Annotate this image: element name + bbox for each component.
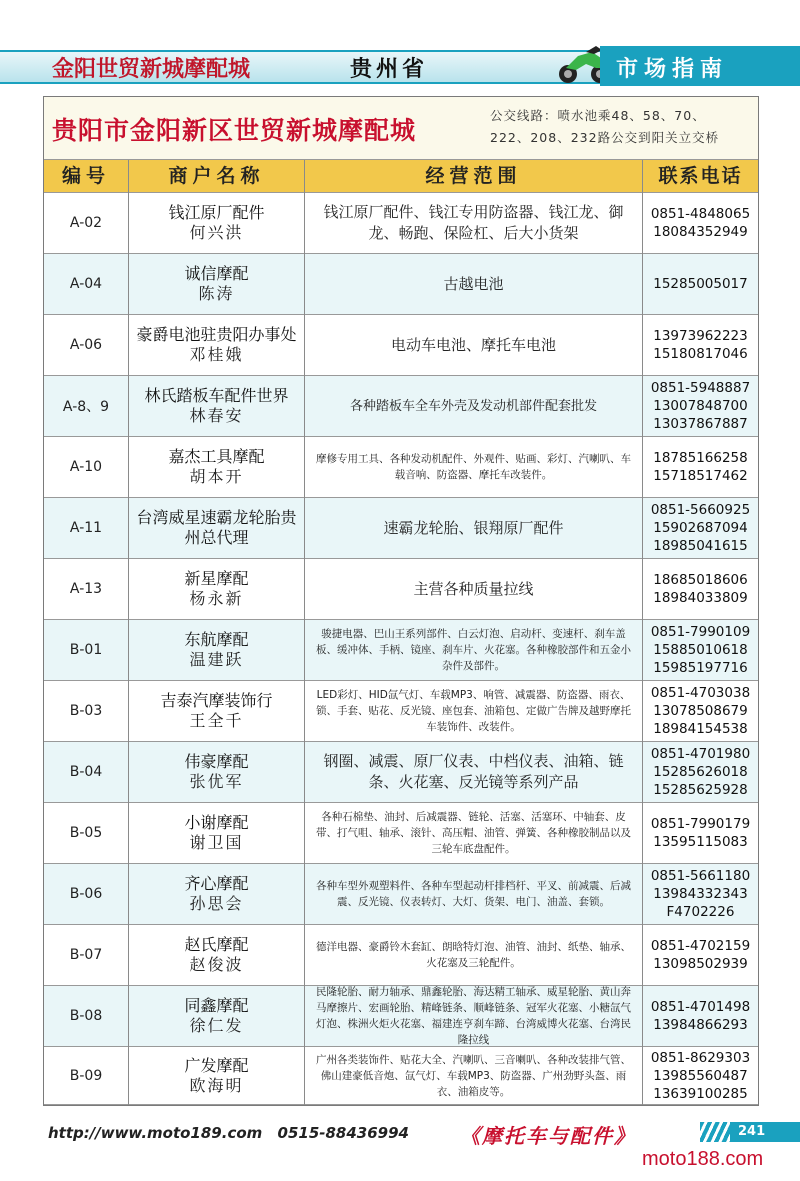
page-header <box>0 42 800 92</box>
booth-number: B-03 <box>69 703 103 719</box>
phone-number: 18984154538 <box>653 721 748 737</box>
contact-person: 杨永新 <box>189 589 244 608</box>
business-scope: 速霸龙轮胎、银翔原厂配件 <box>383 518 564 537</box>
booth-number: A-06 <box>69 337 103 353</box>
header-section-tab <box>600 46 800 86</box>
table-row <box>44 620 758 681</box>
merchant-name: 广发摩配 <box>184 1055 249 1075</box>
phone-cell <box>643 742 758 802</box>
column-header-scope: 经营范围 <box>425 165 522 187</box>
phone-cell <box>643 986 758 1046</box>
phone-number: 0851-4701498 <box>650 999 751 1015</box>
phone-cell <box>643 559 758 619</box>
bus-line-2: 222、208、232路公交到阳关立交桥 <box>490 130 720 145</box>
phone-number: 0851-5948887 <box>650 380 751 396</box>
contact-person: 胡本开 <box>189 467 244 486</box>
column-divider <box>304 160 305 1105</box>
merchant-name: 新星摩配 <box>184 569 249 588</box>
phone-number: 15285626018 <box>653 764 748 780</box>
phone-number: 13984332343 <box>653 886 748 902</box>
merchant-cell <box>129 193 304 253</box>
contact-person: 何兴洪 <box>189 223 244 242</box>
table-row <box>44 925 758 986</box>
business-scope: 古越电池 <box>443 274 504 293</box>
table-row <box>44 864 758 925</box>
booth-number: B-08 <box>69 1008 103 1024</box>
header-province: 贵州省 <box>350 57 429 82</box>
contact-person: 陈涛 <box>198 284 235 303</box>
business-scope: 各种车型外观塑料件、各种车型起动杆排档杆、平叉、前减震、后减震、反光镜、仪表转灯、大灯、货架、电门、油盖、套锁。 <box>316 880 631 908</box>
phone-number: 0851-7990109 <box>650 624 751 640</box>
phone-cell <box>643 803 758 863</box>
contact-person: 谢卫国 <box>189 833 244 852</box>
business-scope: 主营各种质量拉线 <box>413 579 534 598</box>
merchant-name: 豪爵电池驻贵阳办事处 <box>136 325 297 344</box>
merchant-cell <box>129 864 304 924</box>
phone-cell <box>643 376 758 436</box>
booth-number: A-10 <box>69 459 103 475</box>
table-row <box>44 376 758 437</box>
table-row <box>44 254 758 315</box>
business-scope: 钢圈、减震、原厂仪表、中档仪表、油箱、链条、火花塞、反光镜等系列产品 <box>323 752 624 791</box>
header-section-label: 市场指南 <box>616 57 729 82</box>
page-number: 241 <box>730 1122 800 1142</box>
contact-person: 温建跃 <box>189 650 244 669</box>
phone-number: 13973962223 <box>653 328 748 344</box>
table-row <box>44 315 758 376</box>
merchant-cell <box>129 681 304 741</box>
table-row <box>44 1047 758 1105</box>
business-scope: 民隆轮胎、耐力轴承、鼎鑫轮胎、海达精工轴承、威星轮胎、黄山奔马摩擦片、宏画轮胎、精峰链条、顺峰链条、冠军火花塞、小糖氙气灯泡、株洲火炬火花塞、福建连亨刹车蹄、台湾威博火花塞、台湾民隆拉线 <box>316 986 631 1046</box>
column-header-name: 商户名称 <box>168 165 265 187</box>
merchant-name: 吉泰汽摩装饰行 <box>160 691 273 710</box>
phone-cell <box>643 437 758 497</box>
phone-number: 0851-8629303 <box>650 1049 751 1066</box>
merchant-cell <box>129 803 304 863</box>
contact-person: 孙思会 <box>189 894 244 913</box>
business-scope: 钱江原厂配件、钱江专用防盗器、钱江龙、御龙、畅跑、保险杠、后大小货架 <box>323 203 624 242</box>
bus-line-1: 公交线路：喷水池乘48、58、70、 <box>490 108 706 123</box>
merchant-name: 伟豪摩配 <box>184 752 249 771</box>
phone-number: 13595115083 <box>653 834 748 850</box>
phone-number: 18984033809 <box>653 590 748 606</box>
table-row <box>44 681 758 742</box>
phone-number: 13098502939 <box>653 956 748 972</box>
table-row <box>44 193 758 254</box>
merchant-name: 齐心摩配 <box>184 874 249 893</box>
business-scope: 各种石棉垫、油封、后减震器、链轮、活塞、活塞环、中轴套、皮带、打气咀、轴承、滚针、高压帽、油管、弹簧、各种橡胶制品以及三轮车底盘配件。 <box>316 811 631 855</box>
phone-number: 0851-4702159 <box>650 938 751 954</box>
header-market-name: 金阳世贸新城摩配城 <box>52 57 251 82</box>
phone-number: 0851-4701980 <box>650 746 751 762</box>
contact-person: 王全千 <box>189 711 244 730</box>
phone-cell <box>643 925 758 985</box>
merchant-name: 嘉杰工具摩配 <box>168 447 265 466</box>
merchant-name: 赵氏摩配 <box>184 935 249 954</box>
table-header <box>44 160 758 193</box>
contact-person: 邓桂娥 <box>189 345 244 364</box>
contact-person: 欧海明 <box>189 1075 244 1095</box>
phone-cell <box>643 681 758 741</box>
phone-number: 15285005017 <box>653 276 748 292</box>
merchant-cell <box>129 1047 304 1104</box>
merchant-name: 同鑫摩配 <box>184 996 249 1015</box>
market-table <box>43 96 759 1106</box>
phone-number: 15285625928 <box>653 782 748 798</box>
booth-number: A-11 <box>69 520 103 536</box>
table-row <box>44 559 758 620</box>
column-divider <box>128 160 129 1105</box>
merchant-cell <box>129 620 304 680</box>
phone-number: 13007848700 <box>653 398 748 414</box>
phone-cell <box>643 315 758 375</box>
phone-number: 18084352949 <box>653 224 748 240</box>
business-scope: 德洋电器、豪爵铃木套缸、朗晗特灯泡、油管、油封、纸垫、轴承、火花塞及三轮配件。 <box>316 941 631 969</box>
booth-number: A-13 <box>69 581 103 597</box>
column-header-tel: 联系电话 <box>658 165 743 187</box>
table-row <box>44 742 758 803</box>
footer-magazine: 《摩托车与配件》 <box>460 1124 636 1148</box>
booth-number: A-04 <box>69 276 103 292</box>
merchant-cell <box>129 559 304 619</box>
merchant-cell <box>129 254 304 314</box>
merchant-name: 小谢摩配 <box>184 813 249 832</box>
market-title: 贵阳市金阳新区世贸新城摩配城 <box>52 116 417 145</box>
booth-number: B-05 <box>69 825 103 841</box>
phone-number: F4702226 <box>666 904 735 920</box>
merchant-cell <box>129 376 304 436</box>
footer-phone: 0515-88436994 <box>277 1124 409 1142</box>
phone-number: 13037867887 <box>653 416 748 432</box>
merchant-cell <box>129 986 304 1046</box>
merchant-cell <box>129 925 304 985</box>
phone-cell <box>643 498 758 558</box>
merchant-cell <box>129 315 304 375</box>
merchant-name: 林氏踏板车配件世界 <box>144 386 289 405</box>
phone-cell <box>643 254 758 314</box>
phone-cell <box>643 620 758 680</box>
phone-number: 13985560487 <box>653 1067 748 1084</box>
phone-number: 15902687094 <box>653 520 748 536</box>
phone-number: 13984866293 <box>653 1017 748 1033</box>
merchant-name: 东航摩配 <box>184 630 249 649</box>
business-scope: 摩修专用工具、各种发动机配件、外观件、贴画、彩灯、汽喇叭、车载音响、防盗器、摩托车改装件。 <box>316 453 631 481</box>
business-scope: LED彩灯、HID氙气灯、车载MP3、响管、减震器、防盗器、雨衣、锁、手套、贴花、反光镜、座包套、油箱包、定做广告牌及越野摩托车装饰件、改装件。 <box>316 689 631 733</box>
booth-number: A-8、9 <box>62 399 110 415</box>
booth-number: B-07 <box>69 947 103 963</box>
phone-number: 18985041615 <box>653 538 748 554</box>
phone-number: 0851-7990179 <box>650 816 751 832</box>
phone-cell <box>643 864 758 924</box>
business-scope: 广州各类装饰件、贴花大全、汽喇叭、三音喇叭、各种改装排气管、佛山建豪低音炮、氙气灯、车载MP3、防盗器、广州劲野头盔、雨衣、油箱皮等。 <box>316 1053 631 1098</box>
phone-number: 15885010618 <box>653 642 748 658</box>
contact-person: 徐仁发 <box>189 1016 244 1035</box>
phone-number: 15985197716 <box>653 660 748 676</box>
phone-number: 13078508679 <box>653 703 748 719</box>
merchant-cell <box>129 437 304 497</box>
business-scope: 电动车电池、摩托车电池 <box>390 335 556 354</box>
phone-cell <box>643 193 758 253</box>
table-row <box>44 986 758 1047</box>
booth-number: A-02 <box>69 215 103 231</box>
contact-person: 张优军 <box>189 772 244 791</box>
table-row <box>44 498 758 559</box>
market-title-row <box>44 97 758 160</box>
merchant-cell <box>129 742 304 802</box>
watermark: moto188.com <box>642 1148 764 1170</box>
column-header-id: 编号 <box>61 165 110 187</box>
contact-person: 赵俊波 <box>189 955 244 974</box>
phone-number: 15718517462 <box>653 468 748 484</box>
phone-number: 18685018606 <box>653 572 748 588</box>
phone-number: 15180817046 <box>653 346 748 362</box>
table-row <box>44 803 758 864</box>
merchant-name: 诚信摩配 <box>184 264 249 283</box>
booth-number: B-09 <box>69 1067 103 1084</box>
booth-number: B-04 <box>69 764 103 780</box>
bus-info <box>490 105 755 149</box>
merchant-name: 台湾威星速霸龙轮胎贵州总代理 <box>136 508 297 547</box>
column-divider <box>642 160 643 1105</box>
footer-url[interactable]: http://www.moto189.com <box>48 1124 263 1142</box>
phone-number: 0851-4848065 <box>650 206 751 222</box>
booth-number: B-01 <box>69 642 103 658</box>
table-row <box>44 437 758 498</box>
business-scope: 骏捷电器、巴山王系列部件、白云灯泡、启动杆、变速杆、刹车盖板、缓冲体、手柄、镜座、刹车片、火花塞。各种橡胶部件和五金小杂件及部件。 <box>316 628 631 672</box>
business-scope: 各种踏板车全车外壳及发动机部件配套批发 <box>349 398 597 414</box>
phone-number: 13639100285 <box>653 1085 748 1102</box>
footer-contact <box>48 1124 409 1142</box>
contact-person: 林春安 <box>189 406 244 425</box>
merchant-name: 钱江原厂配件 <box>168 203 265 222</box>
phone-cell <box>643 1047 758 1104</box>
booth-number: B-06 <box>69 886 103 902</box>
phone-number: 0851-4703038 <box>650 685 751 701</box>
phone-number: 0851-5661180 <box>650 868 751 884</box>
phone-number: 18785166258 <box>653 450 748 466</box>
merchant-cell <box>129 498 304 558</box>
phone-number: 0851-5660925 <box>650 502 751 518</box>
